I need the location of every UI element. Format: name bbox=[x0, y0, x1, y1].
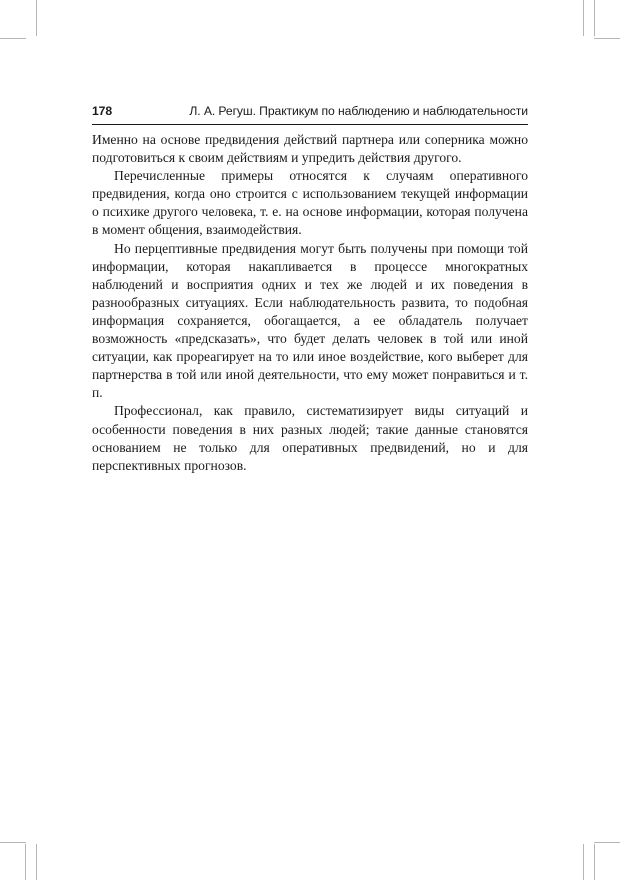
page-number: 178 bbox=[92, 104, 113, 118]
crop-mark bbox=[594, 844, 595, 880]
crop-mark bbox=[25, 844, 26, 880]
crop-mark bbox=[583, 844, 584, 880]
crop-mark bbox=[0, 38, 26, 39]
crop-mark bbox=[594, 842, 620, 843]
paragraph: Профессионал, как правило, систематизирует виды ситуаций и особенности поведения в них разных людей; такие данные становятся основанием не только для оперативных предвидений, но и для перспективных прогнозов. bbox=[92, 403, 528, 473]
crop-mark bbox=[36, 0, 37, 36]
crop-mark bbox=[594, 38, 620, 39]
header-rule bbox=[92, 124, 528, 125]
body-text bbox=[92, 131, 528, 475]
paragraph: Перечисленные примеры относятся к случаям оперативного предвидения, когда оно строится с использованием текущей информации о психике другого человека, т. е. на основе информации, которая получена в момент общения, взаимодействия. bbox=[92, 168, 528, 238]
crop-mark bbox=[0, 842, 26, 843]
paragraph: Но перцептивные предвидения могут быть получены при помощи той информации, которая накапливается в процессе многократных наблюдений и восприятия одних и тех же людей и их поведения в разнообразных ситуациях. Если наблюдательность развита, то подобная информация сохраняется, обогащается, а ее обладатель получает возможность «предсказать», что будет делать человек в той или иной ситуации, как прореагирует на то или иное воздействие, кого выберет для партнерства в той или иной деятельности, что ему может понравиться и т. п. bbox=[92, 240, 528, 401]
crop-mark bbox=[36, 844, 37, 880]
page-header bbox=[92, 102, 528, 120]
paragraph: Именно на основе предвидения действий партнера или соперника можно подготовиться к своим действиям и упредить действия другого. bbox=[92, 132, 528, 166]
running-head: Л. А. Регуш. Практикум по наблюдению и наблюдательности bbox=[189, 104, 528, 118]
crop-mark bbox=[594, 0, 595, 36]
crop-mark bbox=[583, 0, 584, 36]
